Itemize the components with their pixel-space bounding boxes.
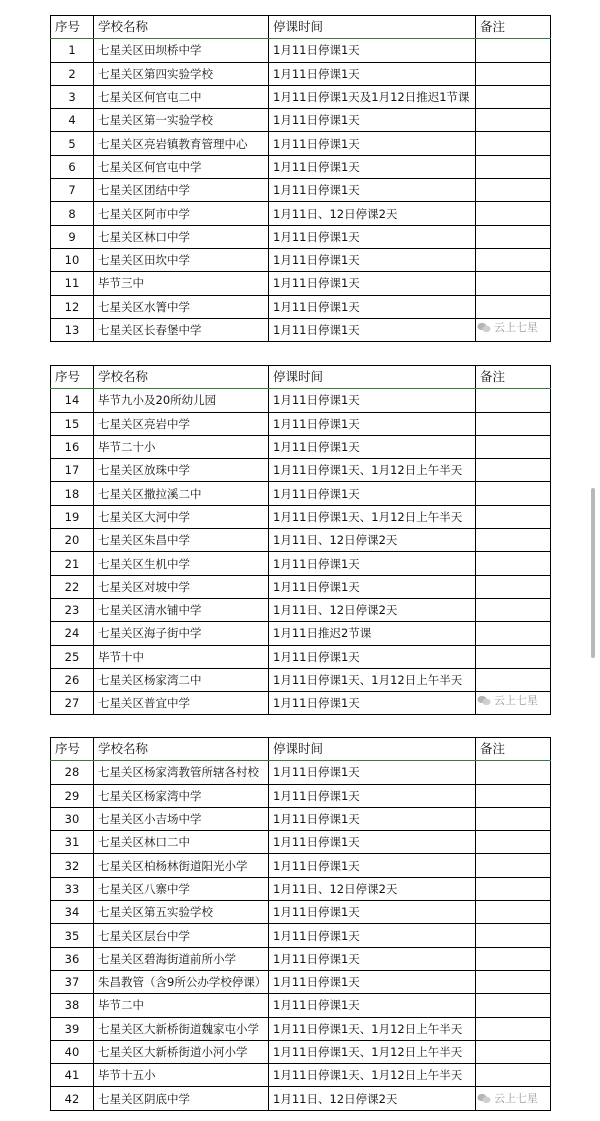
header-school-name: 学校名称 xyxy=(94,16,269,39)
watermark: 云上七星 xyxy=(477,319,538,335)
header-row xyxy=(51,16,551,39)
closure-time: 1月11日、12日停课2天 xyxy=(269,598,476,621)
table-row xyxy=(51,435,551,458)
closure-time: 1月11日停课1天 xyxy=(269,784,476,807)
school-name: 七星关区对坡中学 xyxy=(94,575,269,598)
closure-time: 1月11日、12日停课2天 xyxy=(269,1087,476,1110)
school-name: 七星关区阴底中学 xyxy=(94,1087,269,1110)
school-name: 七星关区林口中学 xyxy=(94,225,269,248)
table-row xyxy=(51,389,551,412)
school-name: 七星关区大新桥街道魏家屯小学 xyxy=(94,1017,269,1040)
row-number: 42 xyxy=(51,1087,94,1110)
remark xyxy=(476,62,551,85)
row-number: 18 xyxy=(51,482,94,505)
school-name: 七星关区田坝桥中学 xyxy=(94,39,269,62)
table-row xyxy=(51,924,551,947)
table-row xyxy=(51,947,551,970)
row-number: 2 xyxy=(51,62,94,85)
remark xyxy=(476,109,551,132)
table-row xyxy=(51,62,551,85)
table-row xyxy=(51,575,551,598)
closure-time: 1月11日停课1天、1月12日上午半天 xyxy=(269,1040,476,1063)
closure-time: 1月11日停课1天 xyxy=(269,645,476,668)
header-school-name: 学校名称 xyxy=(94,738,269,761)
table-row xyxy=(51,877,551,900)
table-row xyxy=(51,1064,551,1087)
school-name: 七星关区水箐中学 xyxy=(94,295,269,318)
table-row xyxy=(51,132,551,155)
school-name: 七星关区碧海街道前所小学 xyxy=(94,947,269,970)
table-row xyxy=(51,1017,551,1040)
row-number: 11 xyxy=(51,272,94,295)
table-row xyxy=(51,155,551,178)
row-number: 19 xyxy=(51,505,94,528)
table-row xyxy=(51,225,551,248)
remark xyxy=(476,1040,551,1063)
school-name: 七星关区普宜中学 xyxy=(94,692,269,715)
school-name: 毕节二十小 xyxy=(94,435,269,458)
row-number: 39 xyxy=(51,1017,94,1040)
school-name: 七星关区大河中学 xyxy=(94,505,269,528)
row-number: 33 xyxy=(51,877,94,900)
remark xyxy=(476,901,551,924)
remark xyxy=(476,831,551,854)
header-closure-time: 停课时间 xyxy=(269,738,476,761)
row-number: 41 xyxy=(51,1064,94,1087)
watermark: 云上七星 xyxy=(477,692,538,708)
remark xyxy=(476,412,551,435)
remark xyxy=(476,622,551,645)
header-remark: 备注 xyxy=(476,366,551,389)
row-number: 1 xyxy=(51,39,94,62)
closure-time: 1月11日、12日停课2天 xyxy=(269,877,476,900)
wechat-icon xyxy=(477,322,491,333)
closure-time: 1月11日停课1天 xyxy=(269,39,476,62)
closure-time: 1月11日停课1天 xyxy=(269,225,476,248)
table-row xyxy=(51,505,551,528)
remark xyxy=(476,994,551,1017)
table-row xyxy=(51,854,551,877)
remark xyxy=(476,761,551,784)
closure-time: 1月11日停课1天 xyxy=(269,389,476,412)
table-row xyxy=(51,784,551,807)
row-number: 12 xyxy=(51,295,94,318)
remark xyxy=(476,552,551,575)
table-row xyxy=(51,1040,551,1063)
remark xyxy=(476,482,551,505)
row-number: 4 xyxy=(51,109,94,132)
row-number: 21 xyxy=(51,552,94,575)
table-row xyxy=(51,39,551,62)
school-name: 七星关区生机中学 xyxy=(94,552,269,575)
school-name: 七星关区何官屯中学 xyxy=(94,155,269,178)
school-name: 毕节十五小 xyxy=(94,1064,269,1087)
closure-time: 1月11日停课1天 xyxy=(269,994,476,1017)
closure-time: 1月11日停课1天 xyxy=(269,132,476,155)
table-row xyxy=(51,807,551,830)
school-name: 七星关区何官屯二中 xyxy=(94,85,269,108)
remark xyxy=(476,155,551,178)
header-no: 序号 xyxy=(51,738,94,761)
table-row xyxy=(51,901,551,924)
table-row xyxy=(51,761,551,784)
school-name: 七星关区团结中学 xyxy=(94,179,269,202)
table-row xyxy=(51,552,551,575)
header-closure-time: 停课时间 xyxy=(269,366,476,389)
header-row xyxy=(51,366,551,389)
row-number: 5 xyxy=(51,132,94,155)
header-remark: 备注 xyxy=(476,16,551,39)
closure-time: 1月11日停课1天、1月12日上午半天 xyxy=(269,505,476,528)
table-row xyxy=(51,248,551,271)
school-name: 七星关区长春堡中学 xyxy=(94,318,269,341)
header-closure-time: 停课时间 xyxy=(269,16,476,39)
school-name: 朱昌教管（含9所公办学校停课） xyxy=(94,970,269,993)
table-row xyxy=(51,994,551,1017)
row-number: 37 xyxy=(51,970,94,993)
closure-time: 1月11日停课1天 xyxy=(269,947,476,970)
remark xyxy=(476,202,551,225)
row-number: 9 xyxy=(51,225,94,248)
row-number: 7 xyxy=(51,179,94,202)
school-name: 七星关区亮岩中学 xyxy=(94,412,269,435)
row-number: 6 xyxy=(51,155,94,178)
school-name: 七星关区朱昌中学 xyxy=(94,529,269,552)
school-name: 七星关区阿市中学 xyxy=(94,202,269,225)
closure-time: 1月11日停课1天 xyxy=(269,970,476,993)
table-row xyxy=(51,109,551,132)
closure-time: 1月11日、12日停课2天 xyxy=(269,529,476,552)
remark xyxy=(476,854,551,877)
remark xyxy=(476,248,551,271)
school-name: 毕节三中 xyxy=(94,272,269,295)
table-row xyxy=(51,412,551,435)
closure-time: 1月11日停课1天 xyxy=(269,807,476,830)
closure-time: 1月11日停课1天 xyxy=(269,924,476,947)
table-row xyxy=(51,970,551,993)
closure-time: 1月11日停课1天 xyxy=(269,901,476,924)
remark xyxy=(476,179,551,202)
row-number: 34 xyxy=(51,901,94,924)
row-number: 30 xyxy=(51,807,94,830)
closure-time: 1月11日停课1天 xyxy=(269,761,476,784)
school-name: 毕节二中 xyxy=(94,994,269,1017)
school-name: 七星关区林口二中 xyxy=(94,831,269,854)
row-number: 22 xyxy=(51,575,94,598)
remark xyxy=(476,784,551,807)
school-name: 七星关区放珠中学 xyxy=(94,459,269,482)
remark xyxy=(476,459,551,482)
row-number: 27 xyxy=(51,692,94,715)
row-number: 24 xyxy=(51,622,94,645)
closure-time: 1月11日停课1天 xyxy=(269,552,476,575)
closure-time: 1月11日停课1天、1月12日上午半天 xyxy=(269,1064,476,1087)
header-remark: 备注 xyxy=(476,738,551,761)
closure-time: 1月11日停课1天 xyxy=(269,62,476,85)
row-number: 8 xyxy=(51,202,94,225)
table-row xyxy=(51,318,551,341)
school-name: 毕节十中 xyxy=(94,645,269,668)
row-number: 29 xyxy=(51,784,94,807)
table-row xyxy=(51,668,551,691)
closure-time: 1月11日停课1天 xyxy=(269,272,476,295)
table-row xyxy=(51,622,551,645)
wechat-icon xyxy=(477,1093,491,1104)
closure-time: 1月11日停课1天 xyxy=(269,831,476,854)
table-row xyxy=(51,1087,551,1110)
remark xyxy=(476,947,551,970)
remark xyxy=(476,435,551,458)
school-name: 七星关区海子街中学 xyxy=(94,622,269,645)
table-row xyxy=(51,179,551,202)
remark xyxy=(476,295,551,318)
school-name: 七星关区柏杨林街道阳光小学 xyxy=(94,854,269,877)
remark xyxy=(476,39,551,62)
remark xyxy=(476,529,551,552)
remark xyxy=(476,970,551,993)
remark xyxy=(476,1017,551,1040)
closure-time: 1月11日停课1天 xyxy=(269,435,476,458)
row-number: 38 xyxy=(51,994,94,1017)
closure-time: 1月11日停课1天 xyxy=(269,318,476,341)
remark xyxy=(476,924,551,947)
row-number: 36 xyxy=(51,947,94,970)
table-row xyxy=(51,529,551,552)
remark xyxy=(476,272,551,295)
closure-time: 1月11日停课1天 xyxy=(269,295,476,318)
row-number: 31 xyxy=(51,831,94,854)
remark xyxy=(476,645,551,668)
closure-time: 1月11日停课1天、1月12日上午半天 xyxy=(269,459,476,482)
remark xyxy=(476,225,551,248)
closure-time: 1月11日停课1天 xyxy=(269,155,476,178)
table-row xyxy=(51,272,551,295)
table-row xyxy=(51,85,551,108)
school-name: 七星关区第五实验学校 xyxy=(94,901,269,924)
school-name: 七星关区大新桥街道小河小学 xyxy=(94,1040,269,1063)
remark xyxy=(476,1064,551,1087)
row-number: 26 xyxy=(51,668,94,691)
school-name: 七星关区杨家湾中学 xyxy=(94,784,269,807)
school-name: 七星关区八寨中学 xyxy=(94,877,269,900)
school-name: 七星关区第一实验学校 xyxy=(94,109,269,132)
wechat-icon xyxy=(477,695,491,706)
row-number: 14 xyxy=(51,389,94,412)
row-number: 35 xyxy=(51,924,94,947)
school-name: 七星关区撒拉溪二中 xyxy=(94,482,269,505)
closure-time: 1月11日停课1天 xyxy=(269,482,476,505)
school-name: 七星关区杨家湾二中 xyxy=(94,668,269,691)
school-name: 七星关区小吉场中学 xyxy=(94,807,269,830)
remark xyxy=(476,505,551,528)
row-number: 17 xyxy=(51,459,94,482)
watermark: 云上七星 xyxy=(477,1090,538,1106)
closure-time: 1月11日停课1天 xyxy=(269,692,476,715)
row-number: 25 xyxy=(51,645,94,668)
table-row xyxy=(51,202,551,225)
school-name: 七星关区杨家湾教管所辖各村校 xyxy=(94,761,269,784)
closure-time: 1月11日、12日停课2天 xyxy=(269,202,476,225)
row-number: 20 xyxy=(51,529,94,552)
remark xyxy=(476,877,551,900)
closure-time: 1月11日停课1天、1月12日上午半天 xyxy=(269,1017,476,1040)
row-number: 13 xyxy=(51,318,94,341)
row-number: 10 xyxy=(51,248,94,271)
school-name: 七星关区清水铺中学 xyxy=(94,598,269,621)
row-number: 15 xyxy=(51,412,94,435)
row-number: 3 xyxy=(51,85,94,108)
row-number: 32 xyxy=(51,854,94,877)
school-name: 七星关区层台中学 xyxy=(94,924,269,947)
remark xyxy=(476,132,551,155)
header-no: 序号 xyxy=(51,366,94,389)
scrollbar[interactable] xyxy=(591,488,595,658)
closure-time: 1月11日停课1天、1月12日上午半天 xyxy=(269,668,476,691)
remark xyxy=(476,668,551,691)
remark xyxy=(476,85,551,108)
row-number: 40 xyxy=(51,1040,94,1063)
closure-time: 1月11日停课1天 xyxy=(269,109,476,132)
school-name: 七星关区亮岩镇教育管理中心 xyxy=(94,132,269,155)
closure-time: 1月11日停课1天 xyxy=(269,854,476,877)
closure-time: 1月11日停课1天 xyxy=(269,412,476,435)
remark xyxy=(476,598,551,621)
remark xyxy=(476,807,551,830)
header-no: 序号 xyxy=(51,16,94,39)
closure-time: 1月11日推迟2节课 xyxy=(269,622,476,645)
row-number: 16 xyxy=(51,435,94,458)
row-number: 28 xyxy=(51,761,94,784)
row-number: 23 xyxy=(51,598,94,621)
table-row xyxy=(51,831,551,854)
remark xyxy=(476,575,551,598)
closure-time: 1月11日停课1天 xyxy=(269,179,476,202)
closure-time: 1月11日停课1天 xyxy=(269,248,476,271)
closure-time: 1月11日停课1天 xyxy=(269,575,476,598)
table-row xyxy=(51,482,551,505)
school-name: 毕节九小及20所幼儿园 xyxy=(94,389,269,412)
remark xyxy=(476,389,551,412)
closure-table-1 xyxy=(50,15,551,342)
closure-table-3 xyxy=(50,737,551,1111)
header-row xyxy=(51,738,551,761)
table-row xyxy=(51,598,551,621)
table-row xyxy=(51,459,551,482)
table-row xyxy=(51,645,551,668)
school-name: 七星关区第四实验学校 xyxy=(94,62,269,85)
table-row xyxy=(51,295,551,318)
closure-table-2 xyxy=(50,365,551,715)
school-name: 七星关区田坎中学 xyxy=(94,248,269,271)
table-row xyxy=(51,692,551,715)
header-school-name: 学校名称 xyxy=(94,366,269,389)
closure-time: 1月11日停课1天及1月12日推迟1节课 xyxy=(269,85,476,108)
